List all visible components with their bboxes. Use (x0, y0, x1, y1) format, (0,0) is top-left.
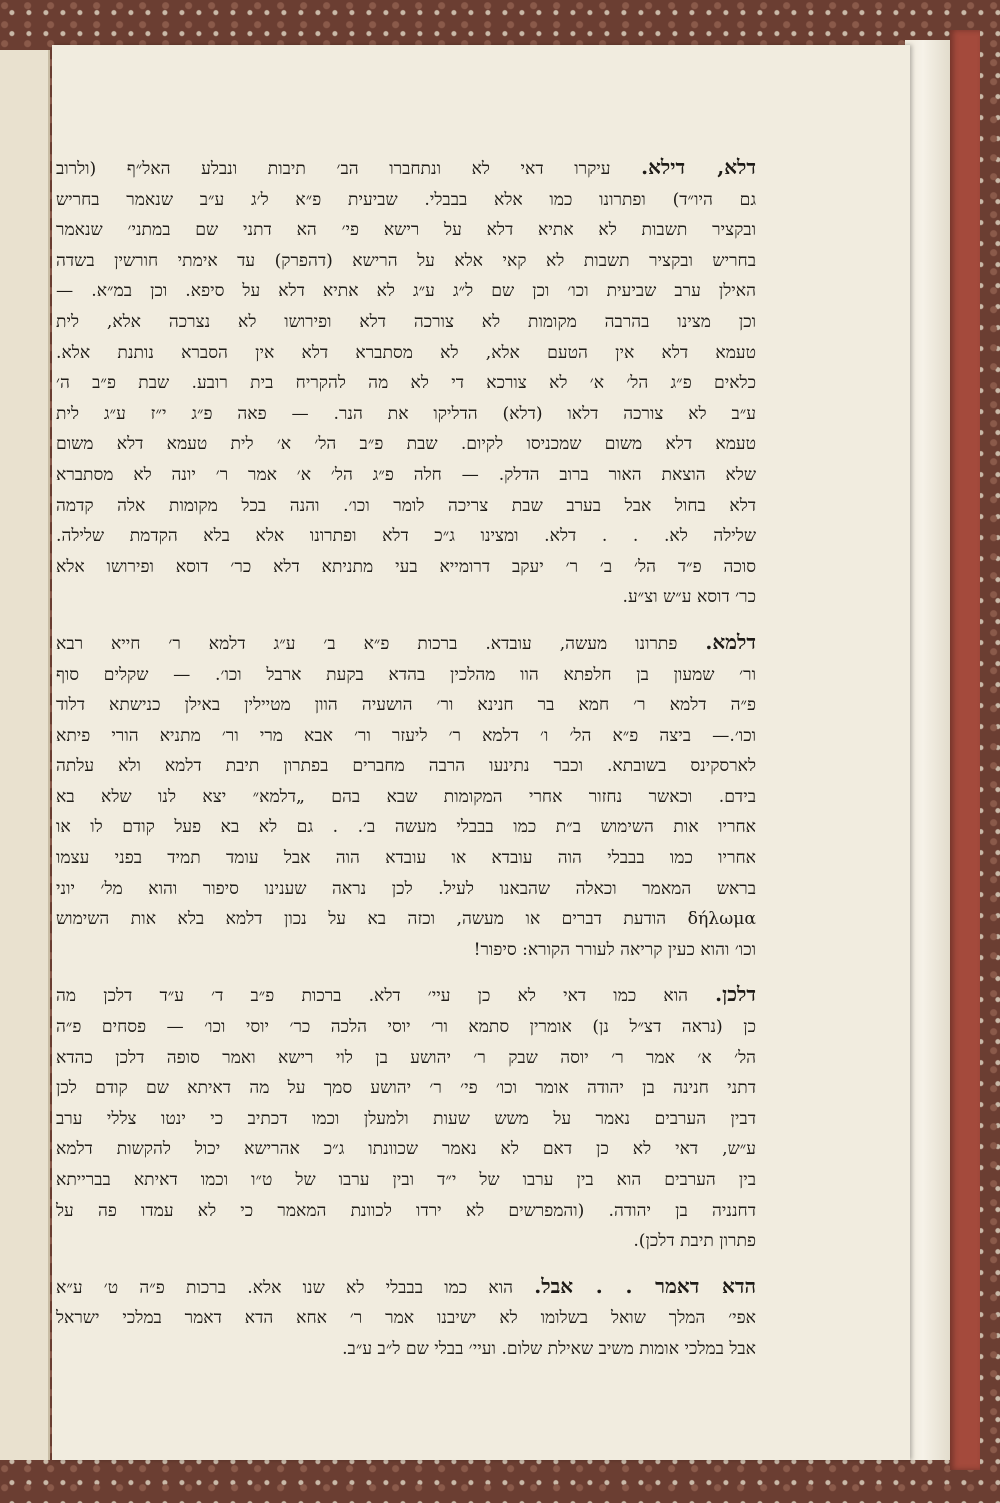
entry-headword: הדא דאמר . . אבל. (534, 1273, 756, 1298)
text-line: אפי׳ המלך שואל בשלומו לא ישיבנו אמר ר׳ אחא הדא דאמר במלכי ישראל (56, 1308, 756, 1329)
page-text (56, 152, 756, 1379)
text-line (56, 1271, 756, 1304)
text-line: וכו׳ והוא כעין קריאה לעורר הקורא: סיפור! (473, 939, 756, 960)
text-line: ע״ב לא צורכה דלאו (דלא) הדליקו את הנר. — פאה פ״ג י״ז ע״ג לית (56, 403, 756, 424)
facing-page-edge (0, 50, 50, 1460)
text-line: ובקציר תשבות לא אתיא דלא על רישא פי׳ הא דתני שם במתני׳ שנאמר (56, 220, 756, 241)
text-line: לארסקינס בשובתא. וכבר נתינעו הרבה מחברים בפתרון תיבת דלמא ולא עלתה (56, 756, 756, 777)
text-line: שלילה לא. . . דלא. ומצינו ג״כ דלא ופתרונו אלא בלא הקדמת שלילה. (56, 526, 756, 547)
entry-dilma (56, 627, 756, 966)
entry-hada-deamar (56, 1271, 756, 1365)
entry-headword: דלא, דילא. (641, 155, 756, 179)
text-line: אחריו כמו בבבלי הוה עובדא או עובדא הוה אבל עומד תמיד בפני עצמו (56, 848, 756, 869)
entry-dilchen (56, 979, 756, 1256)
page-stack-edge (905, 40, 950, 1460)
text-line: בחריש ובקציר תשבות לא קאי אלא על הרישא (דהפרק) עד אימתי חורשין בשדה (56, 250, 756, 271)
text-line: דלא בחול אבל בערב שבת צריכה לומר וכו׳. והנה בכל מקומות אלה קדמה (56, 495, 756, 516)
text-line: וכו׳.— ביצה פ״א הל׳ ו׳ דלמא ר׳ ליעזר ור׳ אבא מרי ור׳ מתניא הורי פיתא (56, 725, 756, 746)
text-line: כר׳ דוסא ע״ש וצ״ע. (622, 587, 756, 608)
text-line (56, 152, 756, 185)
text-line (56, 627, 756, 660)
text-line: בראש המאמר וכאלה שהבאנו לעיל. לכן נראה שענינו סיפור והוא מל׳ יוני (56, 878, 756, 899)
text-line: הל׳ א׳ אמר ר׳ יוסה שבק ר׳ יהושע בן לוי רישא ואמר סופה דלכן כהדא (56, 1047, 756, 1068)
text-line: אבל במלכי אומות משיב שאילת שלום. ועיי׳ בבלי שם ל״ב ע״ב. (342, 1338, 756, 1359)
text-line: בידם. וכאשר נחזור אחרי המקומות שבא בהם „דלמא״ יצא לנו שלא בא (56, 786, 756, 807)
entry-dela (56, 152, 756, 613)
text-line: דחנניה בן יהודה. (והמפרשים לא ירדו לכוונת המאמר כי לא עמדו פה על (56, 1200, 756, 1221)
text-line: בין הערבים הוא בין ערבו של י״ד ובין ערבו של ט״ו וכמו דאיתא בברייתא (56, 1170, 756, 1190)
text-line: ע״ש, דאי לא כן דאם לא נאמר שכוונתו ג״כ אהרישא יכול להקשות דלמא (56, 1139, 756, 1160)
text-line: δήλωμα הודעת דברים או מעשה, וכזה בא על נכון דלמא בלא אות השימוש (56, 909, 756, 930)
line-text: הוא כמו דאי לא כן עיי׳ דלא. ברכות פ״ב ד׳ ע״ד דלכן מה (56, 986, 689, 1007)
text-line: פ״ה דלמא ר׳ חמא בר חנינא ור׳ הושעיה הוון מטיילין באילן כנישתא דלוד (56, 695, 756, 716)
text-line: טעמא דלא אין הטעם אלא, לא מסתברא דלא אין הסברא נותנת אלא. (56, 342, 756, 363)
text-line: פתרון תיבת דלכן). (633, 1231, 756, 1252)
line-text: עיקרו דאי לא ונתחברו הב׳ תיבות ונבלע האל״ף (ולרוב (56, 159, 611, 179)
text-line: סוכה פ״ד הל׳ ב׳ ר׳ יעקב דרומייא בעי מתניתא דלא כר׳ דוסא ופירושו אלא (56, 556, 756, 577)
entry-headword: דלמא. (705, 629, 756, 654)
text-line: אחריו אות השימוש ב״ת כמו בבבלי מעשה ב׳. . גם לא בא פעל קודם לו או (56, 817, 756, 838)
line-text: הוא כמו בבבלי לא שנו אלא. ברכות פ״ה ט׳ ע״א (56, 1277, 514, 1298)
book-spine-red-edge (950, 30, 980, 1470)
text-line: כן (נראה דצ״ל נן) אומרין סתמא ור׳ יוסי הלכה כר׳ יוסי וכו׳ — פסחים פ״ה (56, 1017, 756, 1038)
entry-headword: דלכן. (715, 982, 756, 1007)
text-line: האילן ערב שביעית וכו׳ וכן שם ל״ג ע״ג לא אתיא דלא על סיפא. וכן במ״א. — (56, 281, 756, 302)
text-line: דתני חנינה בן יהודה אומר וכו׳ פי׳ ר׳ יהושע סמך על מה דאיתא שם קודם לכן (56, 1078, 756, 1099)
text-line: וכן מצינו בהרבה מקומות לא צורכה דלא ופירושו לא נצרכה אלא, לית (56, 311, 756, 332)
text-line (56, 979, 756, 1012)
text-line: גם היו״ד) ופתרונו כמו אלא בבבלי. שביעית פ״א ל׳ג ע״ב שנאמר בחריש (56, 189, 756, 210)
line-text: פתרונו מעשה, עובדא. ברכות פ״א ב׳ ע״ג דלמא ר׳ חייא רבא (56, 633, 678, 654)
text-line: דבין הערבים נאמר על משש שעות ולמעלן וכמו דכתיב כי ינטו צללי ערב (56, 1108, 756, 1129)
text-line: שלא הוצאת האור ברוב הדלק. — חלה פ״ג הל׳ א׳ אמר ר׳ יונה לא מסתברא (56, 464, 756, 485)
text-line: ור׳ שמעון בן חלפתא הוו מהלכין בהדא בקעת ארבל וכו׳. — שקלים סוף (56, 664, 756, 685)
text-line: טעמא דלא משום שמכניסו לקיום. שבת פ״ב הל׳ א׳ לית טעמא דלא משום (56, 434, 756, 455)
text-line: כלאים פ״ג הל׳ א׳ לא צורכא די לא מה להקריח בית רובע. שבת פ״ב ה׳ (56, 373, 756, 394)
